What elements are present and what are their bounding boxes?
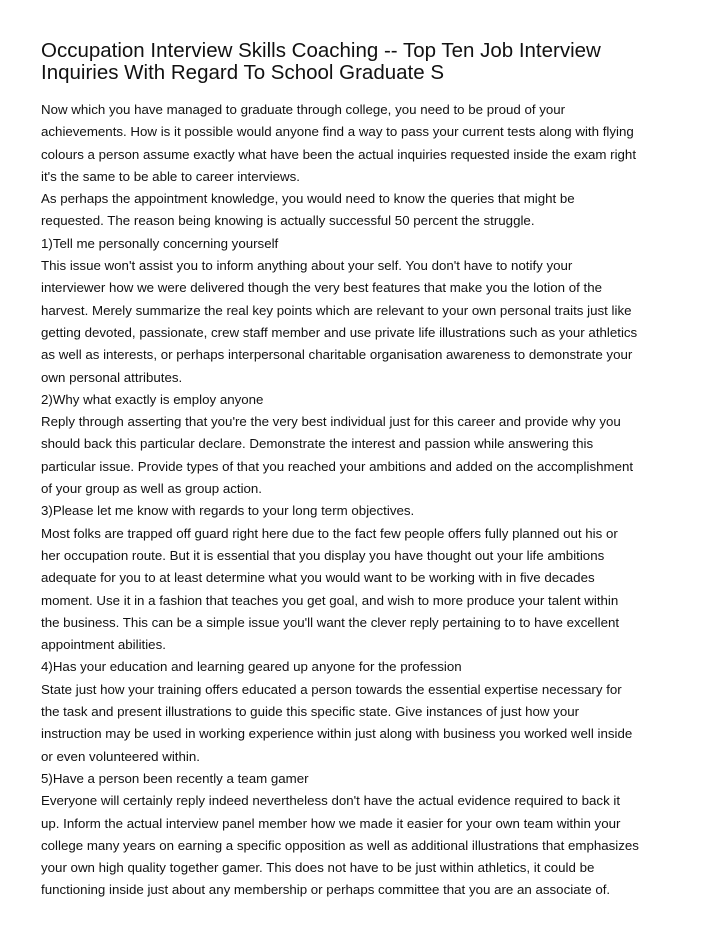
text-line: it's the same to be able to career interviews. <box>41 168 300 184</box>
text-line: colours a person assume exactly what have been the actual inquiries requested inside the exam right <box>41 146 637 162</box>
text-line: should back this particular declare. Demonstrate the interest and passion while answering this <box>41 436 594 452</box>
text-line: your own high quality together gamer. This does not have to be just within athletics, it could be <box>41 860 595 876</box>
text-line: her occupation route. But it is essential that you display you have thought out your life ambitions <box>41 547 605 563</box>
title-line: Occupation Interview Skills Coaching -- Top Ten Job Interview <box>41 39 601 62</box>
text-line: adequate for you to at least determine what you would want to be working with in five decades <box>41 570 595 586</box>
text-line: 5)Have a person been recently a team gamer <box>41 770 309 786</box>
text-line: State just how your training offers educated a person towards the essential expertise necessary for <box>41 681 622 697</box>
text-line: instruction may be used in working experience within just along with business you worked well inside <box>41 726 633 742</box>
text-line: of your group as well as group action. <box>41 481 263 497</box>
text-line: 2)Why what exactly is employ anyone <box>41 391 264 407</box>
text-line: the task and present illustrations to guide this specific state. Give instances of just how your <box>41 704 580 720</box>
title-line: Inquiries With Regard To School Graduate S <box>41 61 445 84</box>
text-line: getting devoted, passionate, crew staff member and use private life illustrations such as your athletics <box>41 324 638 340</box>
text-line: moment. Use it in a fashion that teaches you get goal, and wish to more produce your talent within <box>41 592 619 608</box>
text-line: as well as interests, or perhaps interpersonal charitable organisation awareness to demonstrate your <box>41 347 633 363</box>
text-line: up. Inform the actual interview panel member how we made it easier for your own team within your <box>41 815 621 831</box>
body-text <box>41 99 689 902</box>
text-line: Most folks are trapped off guard right here due to the fact few people offers fully planned out his or <box>41 525 618 541</box>
text-line: own personal attributes. <box>41 369 183 385</box>
text-line: 1)Tell me personally concerning yourself <box>41 235 279 251</box>
text-line: or even volunteered within. <box>41 748 200 764</box>
text-line: achievements. How is it possible would anyone find a way to pass your current tests along with flying <box>41 124 634 140</box>
text-line: Now which you have managed to graduate through college, you need to be proud of your <box>41 102 566 117</box>
text-line: 3)Please let me know with regards to your long term objectives. <box>41 503 415 519</box>
text-line: interviewer how we were delivered though the very best features that make you the lotion of the <box>41 280 603 296</box>
text-line: 4)Has your education and learning geared up anyone for the profession <box>41 659 462 675</box>
text-line: particular issue. Provide types of that you reached your ambitions and added on the accomplishment <box>41 458 634 474</box>
text-line: the business. This can be a simple issue you'll want the clever reply pertaining to to have excellent <box>41 614 620 630</box>
text-line: college many years on earning a specific opposition as well as additional illustrations that emphasizes <box>41 837 639 853</box>
text-line: Everyone will certainly reply indeed nevertheless don't have the actual evidence required to back it <box>41 793 621 809</box>
text-line: requested. The reason being knowing is actually successful 50 percent the struggle. <box>41 213 535 229</box>
text-line: harvest. Merely summarize the real key points which are relevant to your own personal traits just like <box>41 302 632 318</box>
text-line: functioning inside just about any membership or perhaps committee that you are an associate of. <box>41 882 611 898</box>
text-line: Reply through asserting that you're the very best individual just for this career and provide why you <box>41 414 621 430</box>
document-page <box>41 40 689 902</box>
text-line: appointment abilities. <box>41 637 166 653</box>
text-line: As perhaps the appointment knowledge, you would need to know the queries that might be <box>41 191 575 207</box>
page-title <box>41 40 689 84</box>
text-line: This issue won't assist you to inform anything about your self. You don't have to notify your <box>41 258 573 274</box>
